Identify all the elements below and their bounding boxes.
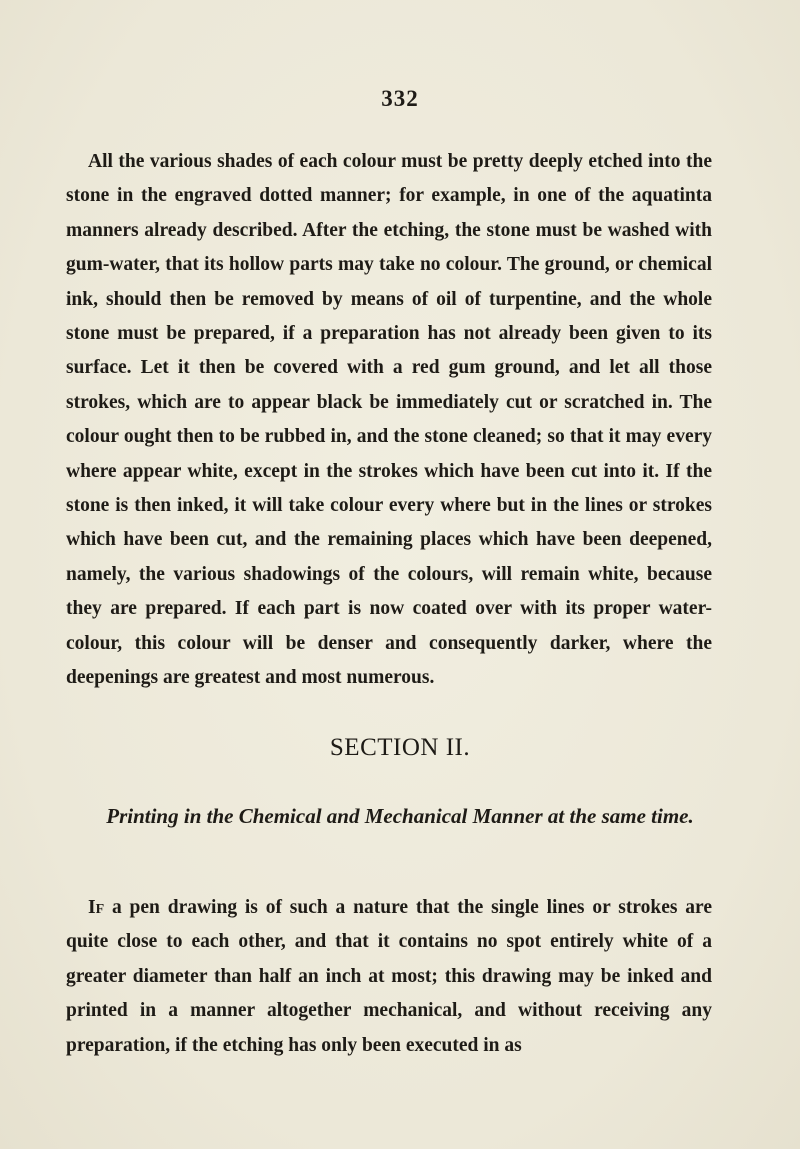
paragraph-first-word: If	[88, 897, 105, 918]
paragraph-text: a pen drawing is of such a nature that the single lines or strokes are quite close to each other, and that it contains no spot entirely white of a greater diameter than half an inch at most; this drawing may be inked and printed in a manner altogether mechanical, and without receiving any preparation, if the etching has only been executed in as	[66, 897, 712, 1056]
section-heading: SECTION II.	[329, 734, 471, 761]
section-subtitle: Printing in the Chemical and Mechanical Manner at the same time.	[106, 804, 694, 828]
body-paragraph-continued	[66, 891, 712, 1063]
page-number: 332	[381, 86, 419, 111]
body-paragraph: All the various shades of each colour must be pretty deeply etched into the stone in the engraved dotted manner; for example, in one of the aquatinta manners already described. After the etching, the stone must be washed with gum-water, that its hollow parts may take no colour. The ground, or chemical ink, should then be removed by means of oil of turpentine, and the whole stone must be prepared, if a preparation has not already been given to its surface. Let it then be covered with a red gum ground, and let all those strokes, which are to appear black be immediately cut or scratched in. The colour ought then to be rubbed in, and the stone cleaned; so that it may every where appear white, except in the strokes which have been cut into it. If the stone is then inked, it will take colour every where but in the lines or strokes which have been cut, and the remaining places which have been deepened, namely, the various shadowings of the colours, will remain white, because they are prepared. If each part is now coated over with its proper water-colour, this colour will be denser and consequently darker, where the deepenings are greatest and most numerous.	[66, 151, 712, 689]
